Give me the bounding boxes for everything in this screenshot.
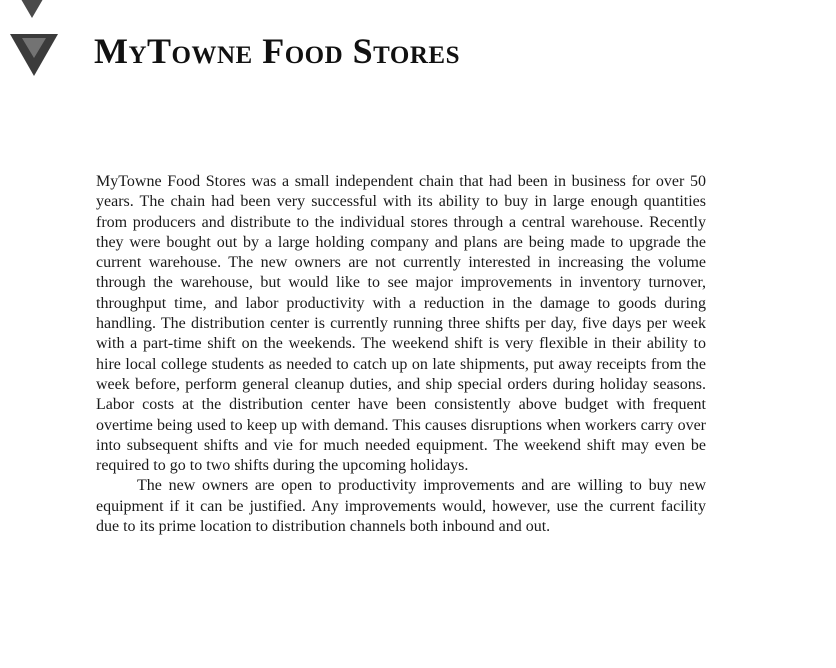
body-text — [96, 172, 706, 537]
triangle-highlight — [22, 38, 46, 58]
paragraph: MyTowne Food Stores was a small independent chain that had been in business for over 50 years. The chain had been very successful with its ability to buy in large enough quantities from producers and distribute to the individual stores through a central warehouse. Recently they were bought out by a large holding company and plans are being made to upgrade the current warehouse. The new owners are not currently interested in increasing the volume through the warehouse, but would like to see major improvements in inventory turnover, throughput time, and labor productivity with a reduction in the damage to goods during handling. The distribution center is currently running three shifts per day, five days per week with a part-time shift on the weekends. The weekend shift is very flexible in their ability to hire local college students as needed to catch up on late shipments, put away receipts from the week before, perform general cleanup duties, and ship special orders during holiday seasons. Labor costs at the distribution center have been consistently above budget with frequent overtime being used to keep up with demand. This causes disruptions when workers carry over into subsequent shifts and vie for much needed equipment. The weekend shift may even be required to go to two shifts during the upcoming holidays. — [96, 173, 706, 475]
triangle-down-icon — [18, 0, 46, 18]
page-title: MyTowne Food Stores — [94, 31, 460, 71]
paragraph: The new owners are open to productivity improvements and are willing to buy new equipment if it can be justified. Any improvements would, however, use the current facility due to its prime location to distribution channels both inbound and out. — [96, 477, 706, 536]
